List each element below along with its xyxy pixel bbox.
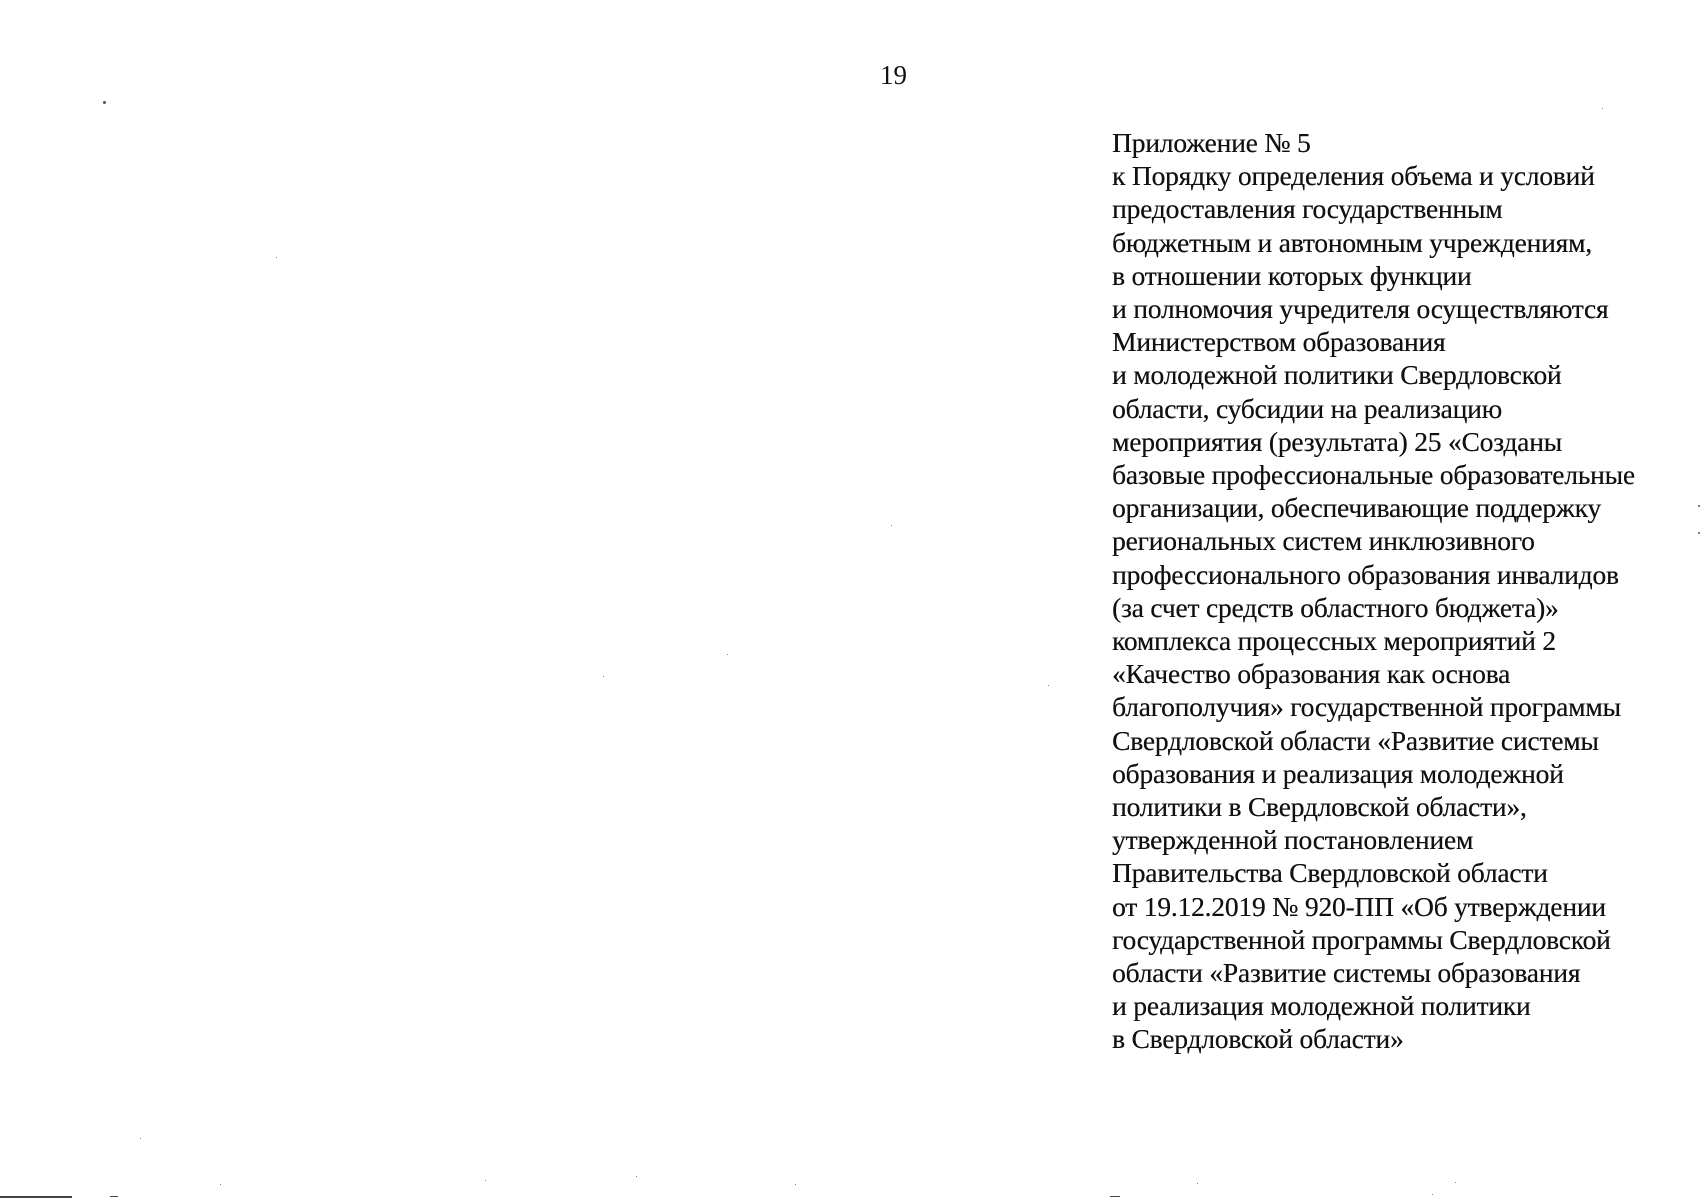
appendix-line: от 19.12.2019 № 920-ПП «Об утверждении — [1112, 890, 1606, 922]
appendix-header-block — [1112, 126, 1692, 1056]
appendix-line: благополучия» государственной программы — [1112, 691, 1621, 723]
appendix-line: базовые профессиональные образовательные — [1112, 459, 1635, 491]
scan-speck — [220, 1184, 221, 1185]
appendix-line: Приложение № 5 — [1112, 127, 1311, 158]
scan-speck — [103, 101, 106, 104]
appendix-line: «Качество образования как основа — [1112, 658, 1511, 690]
scan-speck — [1698, 532, 1700, 534]
scan-speck — [276, 257, 277, 258]
appendix-line: образования и реализация молодежной — [1112, 757, 1564, 789]
appendix-line: области, субсидии на реализацию — [1112, 392, 1502, 424]
appendix-line: и полномочия учредителя осуществляются — [1112, 293, 1609, 325]
appendix-line: (за счет средств областного бюджета)» — [1112, 591, 1559, 623]
appendix-line: региональных систем инклюзивного — [1112, 525, 1535, 557]
scan-speck — [140, 1138, 141, 1139]
scan-speck — [1455, 1182, 1456, 1183]
scan-edge-mark — [110, 1196, 118, 1197]
appendix-line: к Порядку определения объема и условий — [1112, 160, 1595, 192]
scan-speck — [891, 525, 892, 526]
scan-speck — [1602, 108, 1603, 109]
appendix-line: профессионального образования инвалидов — [1112, 558, 1619, 590]
scan-speck — [1698, 505, 1700, 507]
appendix-line: организации, обеспечивающие поддержку — [1112, 492, 1601, 524]
appendix-line: Министерством образования — [1112, 326, 1446, 358]
scan-speck — [636, 1176, 637, 1177]
appendix-line: в Свердловской области» — [1112, 1023, 1404, 1055]
appendix-line: Свердловской области «Развитие системы — [1112, 724, 1599, 756]
scan-edge-mark — [1110, 1196, 1120, 1197]
appendix-line: мероприятия (результата) 25 «Созданы — [1112, 425, 1562, 457]
appendix-line: бюджетным и автономным учреждениям, — [1112, 226, 1592, 258]
appendix-line: области «Развитие системы образования — [1112, 957, 1581, 989]
scan-speck — [1432, 1194, 1433, 1195]
appendix-line: утвержденной постановлением — [1112, 824, 1474, 856]
appendix-line: Правительства Свердловской области — [1112, 857, 1548, 889]
appendix-line: и реализация молодежной политики — [1112, 990, 1531, 1022]
appendix-line: и молодежной политики Свердловской — [1112, 359, 1562, 391]
appendix-line: комплекса процессных мероприятий 2 — [1112, 625, 1556, 657]
scan-speck — [795, 1184, 796, 1185]
scan-speck — [1048, 685, 1049, 686]
appendix-line: государственной программы Свердловской — [1112, 923, 1611, 955]
scan-speck — [485, 1180, 486, 1181]
scan-speck — [727, 654, 728, 655]
scan-speck — [603, 676, 604, 677]
appendix-line: политики в Свердловской области», — [1112, 791, 1527, 823]
appendix-line: предоставления государственным — [1112, 193, 1503, 225]
scan-edge-mark — [0, 1196, 72, 1198]
page-number: 19 — [880, 60, 907, 90]
scan-speck — [1197, 1183, 1198, 1184]
appendix-line: в отношении которых функции — [1112, 259, 1472, 291]
